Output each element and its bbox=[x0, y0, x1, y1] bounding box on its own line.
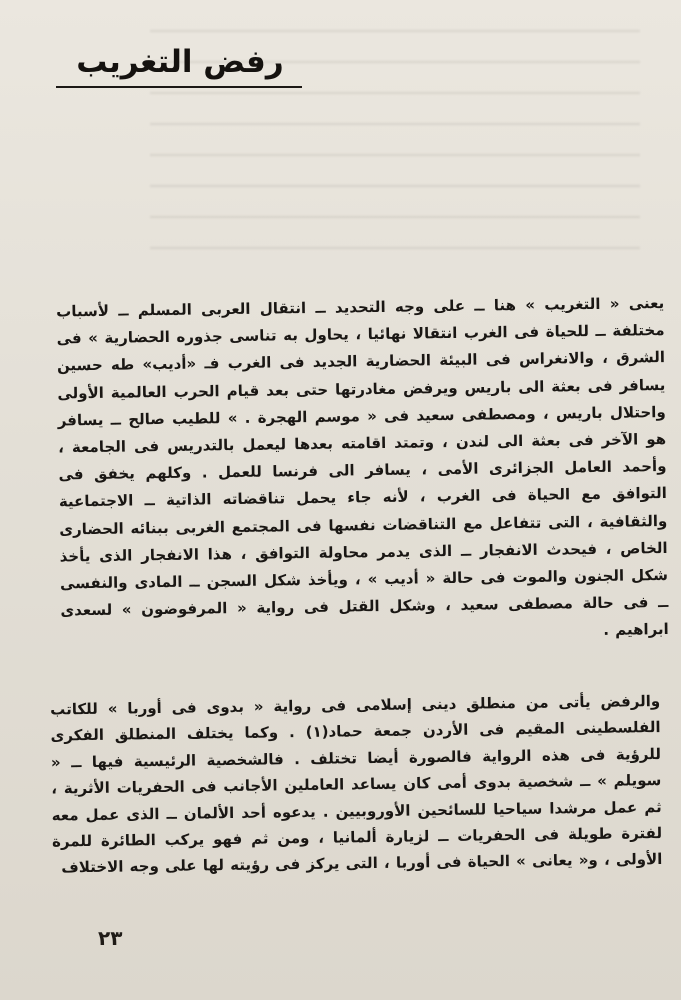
chapter-title: رفض التغريب bbox=[76, 44, 284, 80]
page-number: ٢٣ bbox=[98, 926, 123, 950]
paragraph-2: والرفض يأتى من منطلق دينى إسلامى فى رواية « بدوى فى أوربا » للكاتب الفلسطينى المقيم فى الأردن جمعة حماد(١) . وكما يختلف المنطلق الفكرى للرؤية فى هذه الرواية فالصورة أيضا تختلف . فالشخصية الرئيسية فيها ــ « سويلم » ــ شخصية بدوى أمى كان يساعد العاملين الأجانب فى الحفريات الأثرية ، ثم عمل مرشدا سياحيا للسائحين الأوروبيين . يدعوه أحد الألمان ــ الذى عمل معه لفترة طويلة فى الحفريات ــ لزيارة ألمانيا ، ومن ثم فهو يركب الطائرة للمرة الأولى ، و« يعانى » الحياة فى أوربا ، التى يركز فى رؤيته لها على وجه الاختلاف bbox=[50, 691, 663, 877]
title-underline bbox=[56, 86, 302, 88]
paragraph-1: يعنى « التغريب » هنا ــ على وجه التحديد ــ انتقال العربى المسلم ــ لأسباب مختلفة ــ للحياة فى الغرب انتقالا نهائيا ، يحاول به تناسى جذوره الحضارية » فى الشرق ، والانغراس فى البيئة الحضارية الجديد فى الغرب فـ «أديب» طه حسين يسافر فى بعثة الى باريس ويرفض مغادرتها حتى بعد قيام الحرب العالمية الأولى واحتلال باريس ، ومصطفى سعيد فى « موسم الهجرة . » للطيب صالح ــ يسافر هو الآخر فى بعثة الى لندن ، وتمتد اقامته بعدها ليعمل بالتدريس فى الجامعة ، وأحمد العامل الجزائرى الأمى ، يسافر الى فرنسا للعمل . وكلهم يخفق فى التوافق مع الحياة فى الغرب ، لأنه جاء يحمل تناقضاته الذاتية ــ الاجتماعية والثقافية ، التى تتفاعل مع التناقضات نفسها فى المجتمع الغربى ببنائه الحضارى الخاص ، فيحدث الانفجار ــ الذى يدمر محاولة التوافق ، هذا الانفجار الذى يأخذ شكل الجنون والموت فى حالة « أديب » ، ويأخذ شكل السجن ــ المادى والنفسى ــ فى حالة مصطفى سعيد ، وشكل القتل فى رواية « المرفوضون » لسعدى ابراهيم . bbox=[56, 293, 669, 640]
